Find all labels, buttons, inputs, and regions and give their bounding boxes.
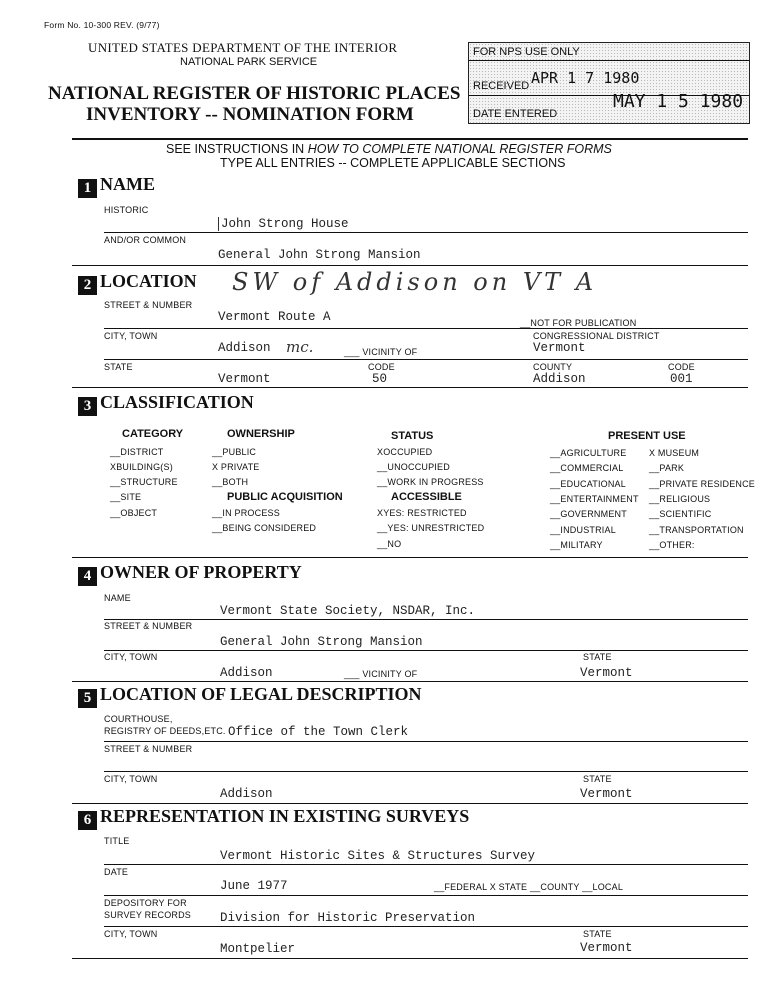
depository-label-2: SURVEY RECORDS — [104, 910, 191, 920]
status-occupied: XOCCUPIED — [377, 447, 433, 457]
date-entered-stamp: MAY 1 5 1980 — [613, 91, 744, 112]
owner-street: General John Strong Mansion — [220, 635, 423, 649]
congressional-district-label: CONGRESSIONAL DISTRICT — [533, 331, 660, 341]
owner-name: Vermont State Society, NSDAR, Inc. — [220, 604, 476, 618]
nps-box-header: FOR NPS USE ONLY — [473, 46, 580, 58]
accessible-heading: ACCESSIBLE — [391, 491, 462, 503]
received-label: RECEIVED — [473, 80, 530, 92]
owner-street-label: STREET & NUMBER — [104, 621, 193, 631]
use-military: __MILITARY — [550, 540, 603, 550]
state-label: STATE — [104, 362, 133, 372]
form-number: Form No. 10-300 REV. (9/77) — [44, 20, 160, 30]
section-3-header: 3 CLASSIFICATION — [78, 392, 254, 416]
ownership-both: __BOTH — [212, 477, 249, 487]
present-use-heading: PRESENT USE — [608, 430, 686, 442]
owner-name-label: NAME — [104, 593, 131, 603]
courthouse-label-2: REGISTRY OF DEEDS,ETC. — [104, 726, 226, 736]
legal-state-label: STATE — [583, 774, 612, 784]
common-name: General John Strong Mansion — [218, 248, 421, 262]
status-unoccupied: __UNOCCUPIED — [377, 462, 450, 472]
service-name: NATIONAL PARK SERVICE — [180, 56, 318, 68]
owner-state-label: STATE — [583, 652, 612, 662]
category-site: __SITE — [110, 492, 142, 502]
agency-name: UNITED STATES DEPARTMENT OF THE INTERIOR — [88, 40, 398, 55]
acquisition-in-process: __IN PROCESS — [212, 508, 280, 518]
section-6-header: 6 REPRESENTATION IN EXISTING SURVEYS — [78, 806, 469, 830]
historic-label: HISTORIC — [104, 205, 149, 215]
use-religious: __RELIGIOUS — [649, 494, 711, 504]
use-government: __GOVERNMENT — [550, 509, 627, 519]
vicinity-of: ___ VICINITY OF — [344, 347, 418, 357]
survey-title-label: TITLE — [104, 836, 130, 846]
owner-city-label: CITY, TOWN — [104, 652, 158, 662]
street-label: STREET & NUMBER — [104, 300, 193, 310]
instructions-line2: TYPE ALL ENTRIES -- COMPLETE APPLICABLE SECTIONS — [220, 156, 566, 170]
status-work-in-progress: __WORK IN PROGRESS — [377, 477, 484, 487]
nps-use-box — [468, 42, 750, 124]
code2-value: 001 — [670, 372, 693, 386]
section-5-header: 5 LOCATION OF LEGAL DESCRIPTION — [78, 684, 422, 708]
ownership-heading: OWNERSHIP — [227, 428, 295, 440]
legal-city-label: CITY, TOWN — [104, 774, 158, 784]
code2-label: CODE — [668, 362, 695, 372]
use-scientific: __SCIENTIFIC — [649, 509, 712, 519]
depository-label-1: DEPOSITORY FOR — [104, 898, 187, 908]
survey-title: Vermont Historic Sites & Structures Survey — [220, 849, 536, 863]
section-1-header: 1 NAME — [78, 174, 155, 198]
use-museum: X MUSEUM — [649, 448, 700, 458]
county-value: Addison — [533, 372, 586, 386]
survey-levels: __FEDERAL X STATE __COUNTY __LOCAL — [434, 882, 624, 892]
ownership-public: __PUBLIC — [212, 447, 257, 457]
legal-street-label: STREET & NUMBER — [104, 744, 193, 754]
owner-city: Addison — [220, 666, 273, 680]
acquisition-being-considered: __BEING CONSIDERED — [212, 523, 317, 533]
survey-state-label: STATE — [583, 929, 612, 939]
category-heading: CATEGORY — [122, 428, 184, 440]
use-private-residence: __PRIVATE RESIDENCE — [649, 479, 755, 489]
use-park: __PARK — [649, 463, 685, 473]
courthouse-label-1: COURTHOUSE, — [104, 714, 173, 724]
county-label: COUNTY — [533, 362, 573, 372]
accessible-no: __NO — [377, 539, 402, 549]
use-transportation: __TRANSPORTATION — [649, 525, 744, 535]
accessible-unrestricted: __YES: UNRESTRICTED — [377, 523, 485, 533]
use-agriculture: __AGRICULTURE — [550, 448, 627, 458]
status-heading: STATUS — [391, 430, 434, 442]
owner-state: Vermont — [580, 666, 633, 680]
city-value: Addison — [218, 341, 271, 355]
use-educational: __EDUCATIONAL — [550, 479, 626, 489]
owner-vicinity: ___ VICINITY OF — [344, 669, 418, 679]
common-name-label: AND/OR COMMON — [104, 235, 187, 245]
category-district: __DISTRICT — [110, 447, 164, 457]
survey-date: June 1977 — [220, 879, 288, 893]
code-value: 50 — [372, 372, 388, 386]
acquisition-heading: PUBLIC ACQUISITION — [227, 491, 343, 503]
form-title-line2: INVENTORY -- NOMINATION FORM — [86, 104, 414, 125]
category-buildings: XBUILDING(S) — [110, 462, 173, 472]
category-object: __OBJECT — [110, 508, 158, 518]
handwritten-location-note: SW of Addison on VT A — [232, 268, 598, 296]
state-value: Vermont — [218, 372, 271, 386]
depository-value: Division for Historic Preservation — [220, 911, 476, 925]
city-label: CITY, TOWN — [104, 331, 158, 341]
use-commercial: __COMMERCIAL — [550, 463, 624, 473]
street-value: Vermont Route A — [218, 310, 331, 324]
courthouse-value: Office of the Town Clerk — [228, 725, 409, 739]
ownership-private: X PRIVATE — [212, 462, 260, 472]
use-entertainment: __ENTERTAINMENT — [550, 494, 639, 504]
accessible-restricted: XYES: RESTRICTED — [377, 508, 467, 518]
section-4-header: 4 OWNER OF PROPERTY — [78, 562, 302, 586]
received-stamp: APR 1 7 1980 — [531, 69, 640, 87]
form-title-line1: NATIONAL REGISTER OF HISTORIC PLACES — [48, 83, 461, 104]
not-for-publication: __NOT FOR PUBLICATION — [520, 318, 637, 328]
city-handwritten: mc. — [286, 338, 314, 356]
use-industrial: __INDUSTRIAL — [550, 525, 616, 535]
historic-name: John Strong House — [218, 217, 349, 231]
survey-state: Vermont — [580, 941, 633, 955]
survey-date-label: DATE — [104, 867, 129, 877]
date-entered-label: DATE ENTERED — [473, 108, 558, 120]
legal-city: Addison — [220, 787, 273, 801]
instructions-line1: SEE INSTRUCTIONS IN HOW TO COMPLETE NATIONAL REGISTER FORMS — [166, 142, 612, 156]
use-other: __OTHER: — [649, 540, 695, 550]
survey-city-label: CITY, TOWN — [104, 929, 158, 939]
code-label: CODE — [368, 362, 395, 372]
legal-state: Vermont — [580, 787, 633, 801]
section-2-header: 2 LOCATION — [78, 271, 197, 295]
category-structure: __STRUCTURE — [110, 477, 178, 487]
congressional-district-value: Vermont — [533, 341, 586, 355]
survey-city: Montpelier — [220, 942, 296, 956]
